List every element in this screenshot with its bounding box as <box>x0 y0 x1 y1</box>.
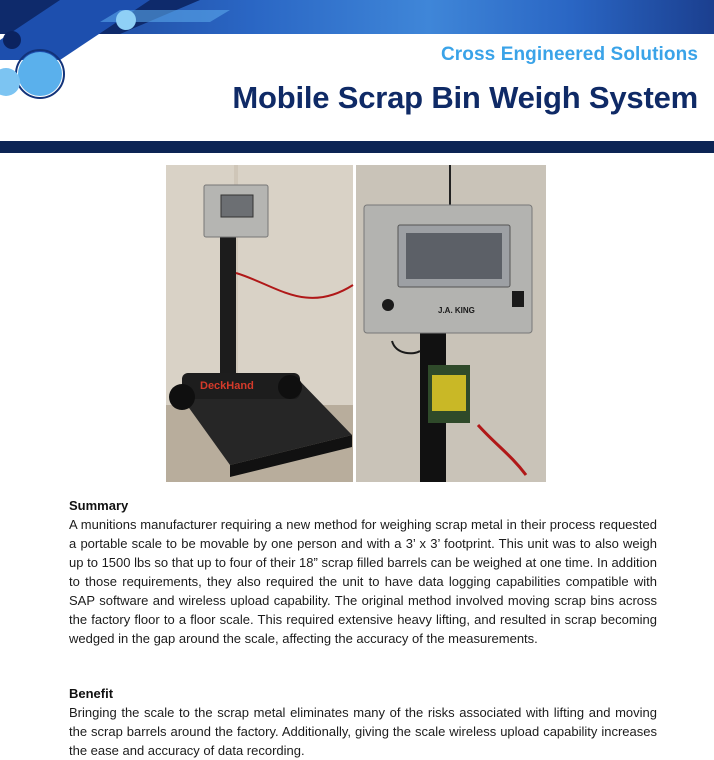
benefit-body: Bringing the scale to the scrap metal eliminates many of the risks associated with lifting and moving the scrap barrels around the factory. Additionally, giving the scale wireless upload capability increases the ease and accuracy of data recording. <box>69 705 657 758</box>
document-title: Mobile Scrap Bin Weigh System <box>232 80 698 115</box>
header-band <box>0 0 714 34</box>
deckhand-label: DeckHand <box>200 380 254 392</box>
jaking-label: J.A. KING <box>438 306 475 315</box>
benefit-heading: Benefit <box>69 686 114 701</box>
summary-body: A munitions manufacturer requiring a new method for weighing scrap metal in their process requested a portable scale to be movable by one person and with a 3’ x 3’ footprint. This unit was to also weigh up to 1500 lbs so that up to four of their 18” scrap filled barrels can be weighed at one time. In addition to those requirements, they also required the unit to have data logging capabilities compatible with SAP software and wireless upload capability. The original method involved moving scrap bins across the factory floor to a floor scale. This required extensive heavy lifting, and resulted in scrap becoming wedged in the gap around the scale, affecting the accuracy of the measurements. <box>69 517 657 646</box>
summary-heading: Summary <box>69 498 129 513</box>
company-name: Cross Engineered Solutions <box>440 44 698 65</box>
header-rule <box>0 141 714 153</box>
product-photo <box>166 165 546 482</box>
